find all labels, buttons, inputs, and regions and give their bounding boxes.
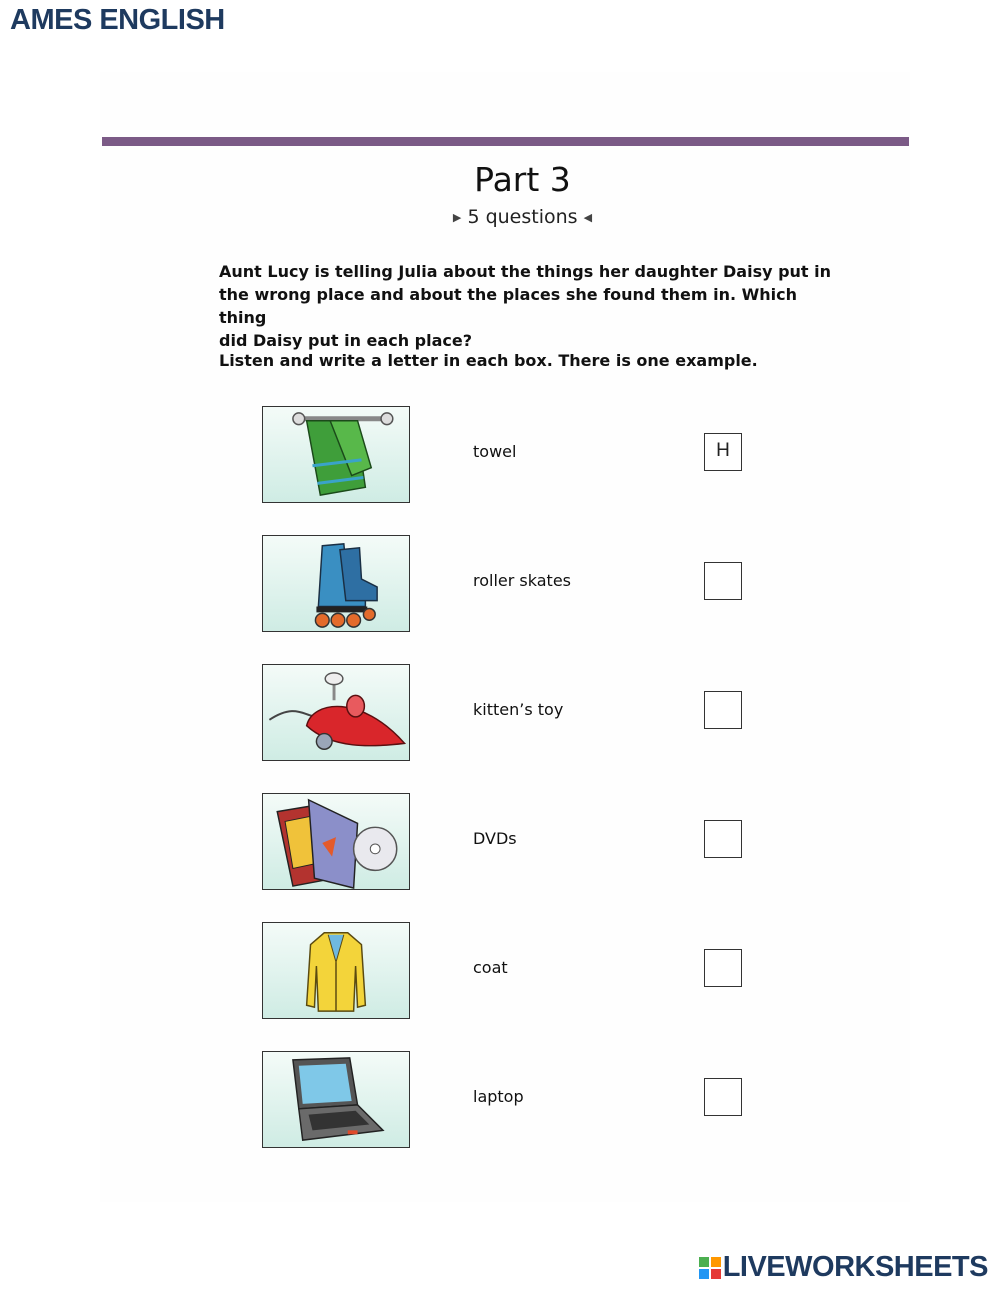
liveworksheets-grid-icon: [699, 1257, 721, 1279]
roller-skates-icon: [262, 535, 410, 632]
instructions-paragraph: [219, 260, 839, 352]
item-label: towel: [473, 442, 517, 461]
instruction-line: did Daisy put in each place?: [219, 331, 472, 350]
laptop-icon: [262, 1051, 410, 1148]
triangle-right-icon: ▶: [452, 211, 462, 224]
item-label: laptop: [473, 1087, 524, 1106]
answer-box-kittens-toy[interactable]: [704, 691, 742, 729]
item-row-coat: [262, 922, 752, 1022]
liveworksheets-logo[interactable]: [699, 1251, 988, 1284]
answer-box-example: H: [704, 433, 742, 471]
brand-title: AMES ENGLISH: [10, 4, 225, 36]
item-label: coat: [473, 958, 508, 977]
item-label: DVDs: [473, 829, 517, 848]
answer-box-dvds[interactable]: [704, 820, 742, 858]
item-label: kitten’s toy: [473, 700, 564, 719]
instruction-line: the wrong place and about the places she found them in. Which thing: [219, 285, 798, 327]
answer-box-roller-skates[interactable]: [704, 562, 742, 600]
answer-box-coat[interactable]: [704, 949, 742, 987]
accent-bar: [102, 137, 909, 146]
instruction-line: Aunt Lucy is telling Julia about the things her daughter Daisy put in: [219, 262, 832, 281]
part-title: Part 3: [474, 160, 571, 199]
towel-icon: [262, 406, 410, 503]
questions-count: 5 questions: [467, 206, 578, 228]
toy-mouse-icon: [262, 664, 410, 761]
listen-instruction: Listen and write a letter in each box. There is one example.: [219, 351, 758, 370]
item-row-laptop: [262, 1051, 752, 1151]
triangle-left-icon: ◀: [583, 211, 593, 224]
part-subtitle: [0, 206, 1000, 228]
answer-box-laptop[interactable]: [704, 1078, 742, 1116]
item-row-dvds: [262, 793, 752, 893]
item-row-roller-skates: [262, 535, 752, 635]
dvd-icon: [262, 793, 410, 890]
item-label: roller skates: [473, 571, 571, 590]
item-row-towel: [262, 406, 752, 506]
liveworksheets-text: LIVEWORKSHEETS: [722, 1251, 988, 1283]
worksheet-page: [100, 72, 910, 1202]
item-row-kittens-toy: [262, 664, 752, 764]
coat-icon: [262, 922, 410, 1019]
